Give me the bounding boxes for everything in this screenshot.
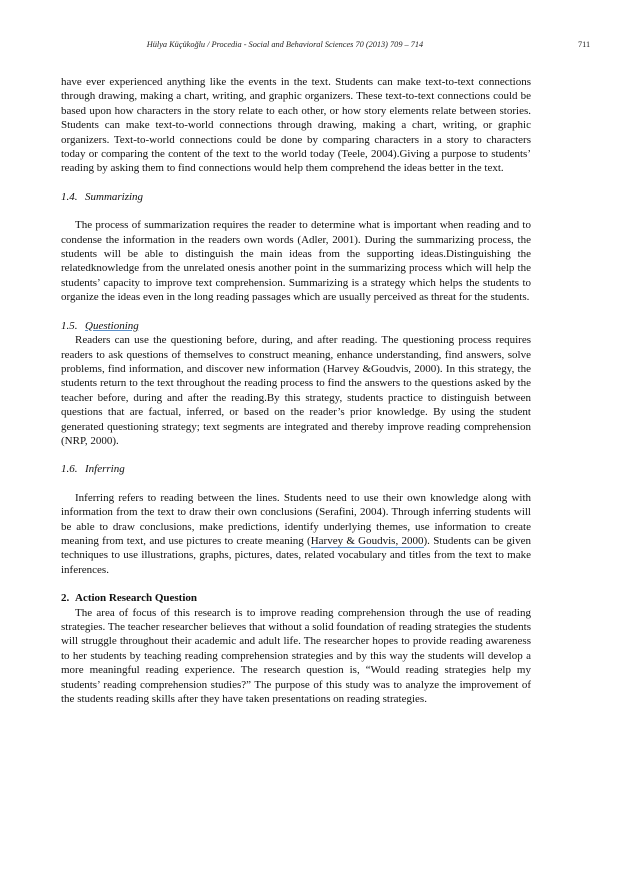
section-heading-questioning <box>61 319 531 333</box>
inferring-text-start: Inferring refers to reading between the lines. Students need to use their own knowledge along with information from the text to draw their own conclusions (Serafini, 2004). Through inferring students will be able to draw conclusions, make predictions, identify underlying themes, use information to create meaning from text, and use pictures to create meaning ( <box>61 491 531 547</box>
section-heading-action-research <box>61 591 531 605</box>
action-research-paragraph: The area of focus of this research is to improve reading comprehension through the use of reading strategies. The teacher researcher believes that without a solid foundation of reading strategies the students will struggle throughout their academic and adult life. The researcher hopes to provide reading awareness to her students by teaching reading comprehension strategies and by this way the students will develop a more meaningful reading experience. The research question is, “Would reading strategies help my students’ reading comprehension studies?” The purpose of this study was to analyze the improvement of the students reading skills after they have taken presentations on reading strategies. <box>61 606 531 706</box>
citation-link[interactable]: Harvey & Goudvis, 2000 <box>310 534 424 547</box>
questioning-paragraph: Readers can use the questioning before, during, and after reading. The questioning process requires readers to ask questions of themselves to construct meaning, enhance understanding, find answers, solve problems, find information, and discover new information (Harvey &Goudvis, 2000). In this strategy, the students return to the text throughout the reading process to find the answers to the questions asked by the teacher before, during and after the reading.By this strategy, students practice to distinguish between questions that are factual, inferred, or based on the reader’s prior knowledge. By using the student generated questioning strategy; text segments are integrated and thereby improve reading comprehension (NRP, 2000). <box>61 334 531 447</box>
section-title: Inferring <box>85 463 125 476</box>
section-title: Action Research Question <box>75 592 198 605</box>
inferring-text-end: ). Students can be given techniques to use illustrations, graphs, pictures, dates, related vocabulary and titles from the text to make inferences. <box>61 534 531 576</box>
section-number: 1.6. <box>61 463 78 476</box>
section-heading-summarizing <box>61 190 531 204</box>
page-number: 711 <box>578 40 591 49</box>
article-body <box>61 75 531 706</box>
section-title: Summarizing <box>85 190 144 203</box>
inferring-paragraph <box>61 491 531 577</box>
section-number: 1.5. <box>61 319 78 332</box>
intro-paragraph: have ever experienced anything like the events in the text. Students can make text-to-text connections through drawing, making a chart, writing, and graphic organizers. These text-to-text connections could be based upon how characters in the story relate to each other, or how story elements relate between stories. Students can make text-to-world connections through drawing, making a chart, writing, or graphic organizers. Text-to-world connections could be done by comparing characters in a story to characters today or comparing the content of the text to the world today (Teele, 2004).Giving a purpose to students’ reading by asking them to find connections would help them comprehend the ideas better in the text. <box>61 76 531 175</box>
section-number: 1.4. <box>61 190 78 203</box>
section-title: Questioning <box>85 319 139 332</box>
summarizing-paragraph: The process of summarization requires the reader to determine what is important when reading and to condense the information in the readers own words (Adler, 2001). During the summarizing process, the students will be able to distinguish the main ideas from the supporting ideas.Distinguishing the relatedknowledge from the unrelated onesis another point in the summarizing process which will help the students’ capacity to improve text comprehension. Summarizing is a strategy which helps the students to organize the ideas even in the long reading passages which are usually perceived as threat for the students. <box>61 219 531 304</box>
section-heading-inferring <box>61 462 531 476</box>
section-number: 2. <box>61 592 70 605</box>
running-header: Hülya Küçükoğlu / Procedia - Social and Behavioral Sciences 70 (2013) 709 – 714 <box>146 40 424 49</box>
